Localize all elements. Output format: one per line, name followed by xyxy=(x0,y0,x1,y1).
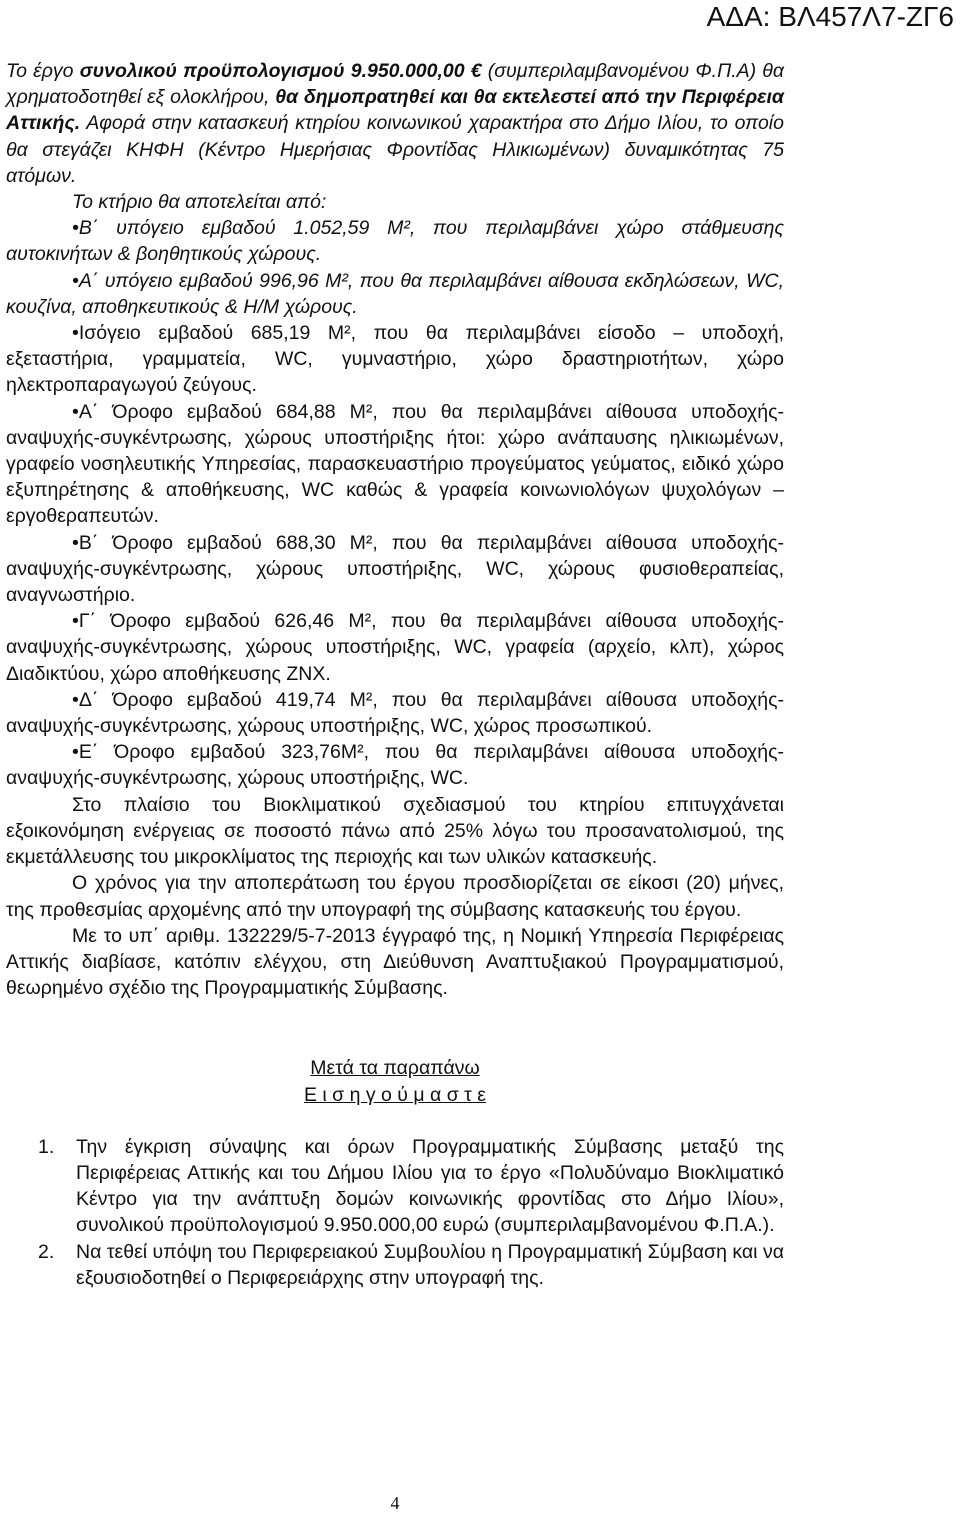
bioclimatic-paragraph: Στο πλαίσιο του Βιοκλιματικού σχεδιασμού του κτηρίου επιτυγχάνεται εξοικονόμηση ενέργειας σε ποσοστό πάνω από 25% λόγω του προσανατολισμού, της εκμετάλλευσης του μικροκλίματος της περιοχής και των υλικών κατασκευής. xyxy=(6,793,784,869)
heading-line-1: Μετά τα παραπάνω xyxy=(310,1057,480,1080)
decision-list xyxy=(6,1134,784,1291)
decision-item xyxy=(6,1239,784,1291)
decision-number: 1. xyxy=(38,1135,55,1158)
floor-item: • Ε΄ Όροφο εμβαδού 323,76Μ², που θα περιλαμβάνει αίθουσα υποδοχής-αναψυχής-συγκέντρωσης, χώρους υποστήριξης, WC. xyxy=(6,739,784,791)
floor-item: • Β΄ Όροφο εμβαδού 688,30 Μ², που θα περιλαμβάνει αίθουσα υποδοχής-αναψυχής-συγκέντρωσης, χώρους υποστήριξης, WC, χώρους φυσιοθεραπείας, αναγνωστήριο. xyxy=(6,530,784,609)
floor-item: • Β΄ υπόγειο εμβαδού 1.052,59 Μ², που περιλαμβάνει χώρο στάθμευσης αυτοκινήτων & βοηθητικούς χώρους. xyxy=(6,215,784,267)
floor-item: • Α΄ υπόγειο εμβαδού 996,96 Μ², που θα περιλαμβάνει αίθουσα εκδηλώσεων, WC, κουζίνα, αποθηκευτικούς & Η/Μ χώρους. xyxy=(6,268,784,320)
intro-execution: θα δημοπρατηθεί και θα εκτελεστεί από την Περιφέρεια Αττικής. xyxy=(6,86,784,135)
recommendation-heading xyxy=(6,1055,784,1107)
intro-paragraph xyxy=(6,58,784,189)
duration-paragraph: Ο χρόνος για την αποπεράτωση του έργου προσδιορίζεται σε είκοσι (20) μήνες, της προθεσμίας αρχομένης από την υπογραφή της σύμβασης κατασκευής του έργου. xyxy=(6,872,784,921)
floor-item: • Α΄ Όροφο εμβαδού 684,88 Μ², που θα περιλαμβάνει αίθουσα υποδοχής-αναψυχής-συγκέντρωσης, χώρους υποστήριξης ήτοι: χώρο ανάπαυσης ηλικιωμένων, γραφείο νοσηλευτικής Υπηρεσίας, παρασκευαστήριο προγεύματος γεύματος, ειδικό χώρο εξυπηρέτησης & αποθήκευσης, WC καθώς & γραφεία κοινωνιολόγων ψυχολόγων – εργοθεραπευτών. xyxy=(6,399,784,530)
floor-item: • Δ΄ Όροφο εμβαδού 419,74 Μ², που θα περιλαμβάνει αίθουσα υποδοχής-αναψυχής-συγκέντρωσης, χώρους υποστήριξης, WC, χώρος προσωπικού. xyxy=(6,687,784,739)
decision-number: 2. xyxy=(38,1240,55,1263)
ada-code: ΑΔΑ: ΒΛ457Λ7-ΖΓ6 xyxy=(706,1,954,32)
page-number: 4 xyxy=(390,1493,400,1513)
decision-text: Την έγκριση σύναψης και όρων Προγραμματικής Σύμβασης μεταξύ της Περιφέρειας Αττικής και του Δήμου Ιλίου για το έργο «Πολυδύναμο Βιοκλιματικό Κέντρο για την ανάπτυξη δομών κοινωνικής φροντίδας στο Δήμο Ιλίου», συνολικού προϋπολογισμού 9.950.000,00 ευρώ (συμπεριλαμβανομένου Φ.Π.Α.). xyxy=(76,1135,784,1237)
floor-item: • Γ΄ Όροφο εμβαδού 626,46 Μ², που θα περιλαμβάνει αίθουσα υποδοχής-αναψυχής-συγκέντρωσης, χώρους υποστήριξης, WC, γραφεία (αρχείο, κλπ), χώρος Διαδικτύου, χώρο αποθήκευσης ΖΝΧ. xyxy=(6,608,784,687)
intro-budget: συνολικού προϋπολογισμού 9.950.000,00 € xyxy=(79,60,482,82)
intro-text-5: Αφορά στην κατασκευή κτηρίου κοινωνικού χαρακτήρα στο Δήμο Ιλίου, το οποίο θα στεγάζει ΚΗΦΗ (Κέντρο Ημερήσιας Φροντίδας Ηλικιωμένων) δυναμικότητας 75 ατόμων. xyxy=(6,112,784,187)
decision-text: Να τεθεί υπόψη του Περιφερειακού Συμβουλίου η Προγραμματική Σύμβαση και να εξουσιοδοτηθεί ο Περιφερειάρχης στην υπογραφή της. xyxy=(76,1240,784,1289)
intro-text-1: Το έργο xyxy=(6,60,80,82)
building-intro: Το κτήριο θα αποτελείται από: xyxy=(72,191,327,214)
heading-line-2: Ε ι σ η γ ο ύ μ α σ τ ε xyxy=(303,1083,486,1106)
intro-text-3: (συμπεριλαμβανομένου Φ.Π.Α) θα χρηματοδοτηθεί εξ ολοκλήρου, xyxy=(6,60,784,109)
legal-paragraph: Με το υπ΄ αριθμ. 132229/5-7-2013 έγγραφό της, η Νομική Υπηρεσία Περιφέρειας Αττικής διαβίασε, κατόπιν ελέγχου, στη Διεύθυνση Αναπτυξιακού Προγραμματισμού, θεωρημένο σχέδιο της Προγραμματικής Σύμβασης. xyxy=(6,924,784,1000)
floor-item: • Ισόγειο εμβαδού 685,19 Μ², που θα περιλαμβάνει είσοδο – υποδοχή, εξεταστήρια, γραμματεία, WC, γυμναστήριο, χώρο δραστηριοτήτων, χώρο ηλεκτροπαραγωγού ζεύγους. xyxy=(6,320,784,399)
decision-item xyxy=(6,1134,784,1239)
document-body xyxy=(6,58,784,1291)
